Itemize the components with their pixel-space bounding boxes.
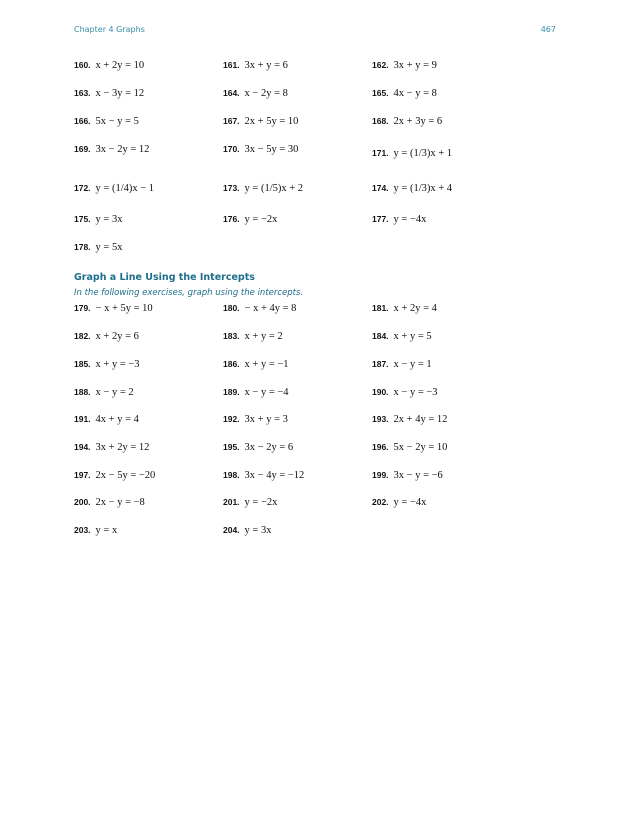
exercise-equation: x + y = 2 bbox=[244, 330, 283, 342]
exercise-equation: y = x bbox=[95, 524, 118, 536]
exercise-number: 161. bbox=[223, 60, 240, 70]
page-header bbox=[74, 25, 556, 39]
exercise-equation: x − y = −3 bbox=[393, 386, 438, 398]
exercise-equation: 3x + y = 6 bbox=[244, 59, 288, 71]
exercise-number: 183. bbox=[223, 331, 240, 341]
exercise-equation: x − y = −4 bbox=[244, 386, 289, 398]
exercise bbox=[223, 354, 289, 374]
exercise-equation: x − 2y = 8 bbox=[244, 87, 288, 99]
exercise-equation: 2x − 5y = −20 bbox=[95, 469, 156, 481]
exercise-number: 168. bbox=[372, 116, 389, 126]
exercise bbox=[372, 111, 442, 131]
exercise bbox=[223, 437, 293, 457]
exercise-number: 175. bbox=[74, 214, 91, 224]
exercise-equation: y = −2x bbox=[244, 213, 278, 225]
exercise-number: 170. bbox=[223, 144, 240, 154]
exercise-number: 178. bbox=[74, 242, 91, 252]
exercise bbox=[223, 326, 283, 346]
exercise bbox=[74, 178, 154, 198]
exercise-equation: x + 2y = 10 bbox=[95, 59, 145, 71]
exercise-number: 190. bbox=[372, 387, 389, 397]
exercise bbox=[372, 55, 437, 75]
exercise-number: 188. bbox=[74, 387, 91, 397]
exercise-row bbox=[74, 237, 524, 257]
page-number: 467 bbox=[540, 25, 556, 34]
exercise bbox=[223, 209, 277, 229]
section-instructions: In the following exercises, graph using the intercepts. bbox=[74, 288, 304, 298]
exercise-equation: 4x + y = 4 bbox=[95, 413, 139, 425]
exercise bbox=[223, 83, 288, 103]
exercise-equation: 3x − y = −6 bbox=[393, 469, 443, 481]
exercise-number: 193. bbox=[372, 414, 389, 424]
exercise-number: 164. bbox=[223, 88, 240, 98]
exercise-row bbox=[74, 139, 524, 159]
exercise-number: 199. bbox=[372, 470, 389, 480]
section-title: Graph a Line Using the Intercepts bbox=[74, 272, 255, 283]
exercise-equation: 3x + y = 9 bbox=[393, 59, 437, 71]
exercise-equation: x − y = 2 bbox=[95, 386, 134, 398]
exercise-row bbox=[74, 409, 524, 429]
exercise bbox=[372, 143, 452, 163]
chapter-title: Chapter 4 Graphs bbox=[74, 25, 145, 34]
exercise-equation: x + y = 5 bbox=[393, 330, 432, 342]
exercise-number: 191. bbox=[74, 414, 91, 424]
exercise-number: 185. bbox=[74, 359, 91, 369]
exercise-row bbox=[74, 520, 524, 540]
exercise-number: 203. bbox=[74, 525, 91, 535]
exercise bbox=[74, 111, 139, 131]
exercise bbox=[372, 409, 447, 429]
exercise bbox=[372, 209, 426, 229]
exercise-equation: 2x + 4y = 12 bbox=[393, 413, 448, 425]
exercise bbox=[223, 382, 289, 402]
exercise-equation: 3x + y = 3 bbox=[244, 413, 288, 425]
exercise-equation: 3x + 2y = 12 bbox=[95, 441, 150, 453]
exercise-row bbox=[74, 437, 524, 457]
exercise-number: 196. bbox=[372, 442, 389, 452]
exercise-number: 195. bbox=[223, 442, 240, 452]
exercise-equation: 5x − 2y = 10 bbox=[393, 441, 448, 453]
exercise-row bbox=[74, 354, 524, 374]
exercise bbox=[223, 111, 298, 131]
exercise bbox=[74, 520, 117, 540]
exercise-equation: y = (1/3)x + 4 bbox=[393, 182, 453, 194]
exercise bbox=[372, 298, 437, 318]
exercise-equation: − x + 4y = 8 bbox=[244, 302, 297, 314]
exercise bbox=[223, 178, 303, 198]
exercise bbox=[74, 55, 144, 75]
exercise-number: 172. bbox=[74, 183, 91, 193]
exercise bbox=[223, 520, 271, 540]
exercise-row bbox=[74, 83, 524, 103]
exercise bbox=[74, 409, 139, 429]
exercise-number: 180. bbox=[223, 303, 240, 313]
exercise bbox=[223, 298, 296, 318]
exercise-equation: y = 5x bbox=[95, 241, 123, 253]
exercise bbox=[223, 465, 304, 485]
exercise bbox=[74, 237, 122, 257]
exercise-row bbox=[74, 326, 524, 346]
exercise-number: 182. bbox=[74, 331, 91, 341]
exercise-equation: y = −4x bbox=[393, 496, 427, 508]
exercise-equation: 3x − 2y = 12 bbox=[95, 143, 150, 155]
exercise bbox=[223, 492, 277, 512]
exercise-number: 165. bbox=[372, 88, 389, 98]
exercise-number: 169. bbox=[74, 144, 91, 154]
exercise-equation: y = −2x bbox=[244, 496, 278, 508]
exercise-equation: x − 3y = 12 bbox=[95, 87, 145, 99]
exercise-equation: 3x − 4y = −12 bbox=[244, 469, 305, 481]
exercise-number: 177. bbox=[372, 214, 389, 224]
exercise-equation: x − y = 1 bbox=[393, 358, 432, 370]
exercise-number: 163. bbox=[74, 88, 91, 98]
exercise-equation: x + y = −3 bbox=[95, 358, 140, 370]
exercise bbox=[74, 354, 140, 374]
exercise-equation: y = (1/5)x + 2 bbox=[244, 182, 304, 194]
exercise-equation: y = −4x bbox=[393, 213, 427, 225]
exercise bbox=[372, 83, 437, 103]
exercise-number: 160. bbox=[74, 60, 91, 70]
exercise bbox=[74, 298, 153, 318]
exercise-equation: 3x − 5y = 30 bbox=[244, 143, 299, 155]
exercise bbox=[223, 55, 288, 75]
exercise-number: 186. bbox=[223, 359, 240, 369]
exercise-row bbox=[74, 298, 524, 318]
exercise-number: 189. bbox=[223, 387, 240, 397]
exercise-row bbox=[74, 382, 524, 402]
exercise-number: 184. bbox=[372, 331, 389, 341]
exercise-equation: y = (1/4)x − 1 bbox=[95, 182, 155, 194]
exercise-number: 176. bbox=[223, 214, 240, 224]
exercise-number: 201. bbox=[223, 497, 240, 507]
exercise-equation: 5x − y = 5 bbox=[95, 115, 139, 127]
exercise bbox=[372, 465, 443, 485]
exercise bbox=[74, 139, 149, 159]
exercise-equation: 2x − y = −8 bbox=[95, 496, 145, 508]
exercise bbox=[223, 139, 298, 159]
exercise-number: 173. bbox=[223, 183, 240, 193]
exercise bbox=[74, 209, 122, 229]
exercise-number: 166. bbox=[74, 116, 91, 126]
exercise-number: 187. bbox=[372, 359, 389, 369]
exercise-number: 204. bbox=[223, 525, 240, 535]
exercise-number: 162. bbox=[372, 60, 389, 70]
exercise-row bbox=[74, 111, 524, 131]
exercise-number: 197. bbox=[74, 470, 91, 480]
exercise bbox=[223, 409, 288, 429]
exercise bbox=[372, 326, 432, 346]
exercise bbox=[74, 492, 145, 512]
exercise-row bbox=[74, 178, 524, 198]
exercise bbox=[372, 354, 432, 374]
exercise-row bbox=[74, 492, 524, 512]
exercise bbox=[74, 465, 155, 485]
exercise-equation: − x + 5y = 10 bbox=[95, 302, 153, 314]
exercise bbox=[372, 437, 447, 457]
exercise bbox=[74, 437, 149, 457]
exercise-number: 192. bbox=[223, 414, 240, 424]
exercise bbox=[74, 326, 139, 346]
exercise bbox=[74, 83, 144, 103]
exercise-number: 167. bbox=[223, 116, 240, 126]
exercise-number: 174. bbox=[372, 183, 389, 193]
exercise-equation: x + 2y = 4 bbox=[393, 302, 437, 314]
exercise-equation: y = 3x bbox=[95, 213, 123, 225]
exercise-row bbox=[74, 55, 524, 75]
exercise-equation: y = 3x bbox=[244, 524, 272, 536]
exercise-equation: y = (1/3)x + 1 bbox=[393, 147, 453, 159]
exercise-row bbox=[74, 209, 524, 229]
exercise-number: 202. bbox=[372, 497, 389, 507]
exercise bbox=[372, 178, 452, 198]
exercise-number: 181. bbox=[372, 303, 389, 313]
exercise-equation: 4x − y = 8 bbox=[393, 87, 437, 99]
exercise-number: 179. bbox=[74, 303, 91, 313]
exercise-equation: x + y = −1 bbox=[244, 358, 289, 370]
exercise bbox=[372, 382, 438, 402]
exercise-equation: 3x − 2y = 6 bbox=[244, 441, 294, 453]
exercise-equation: 2x + 3y = 6 bbox=[393, 115, 443, 127]
exercise-equation: 2x + 5y = 10 bbox=[244, 115, 299, 127]
exercise-number: 198. bbox=[223, 470, 240, 480]
exercise bbox=[74, 382, 134, 402]
exercise-number: 194. bbox=[74, 442, 91, 452]
exercise-equation: x + 2y = 6 bbox=[95, 330, 139, 342]
exercise bbox=[372, 492, 426, 512]
exercise-row bbox=[74, 465, 524, 485]
exercise-number: 171. bbox=[372, 148, 389, 158]
exercise-number: 200. bbox=[74, 497, 91, 507]
